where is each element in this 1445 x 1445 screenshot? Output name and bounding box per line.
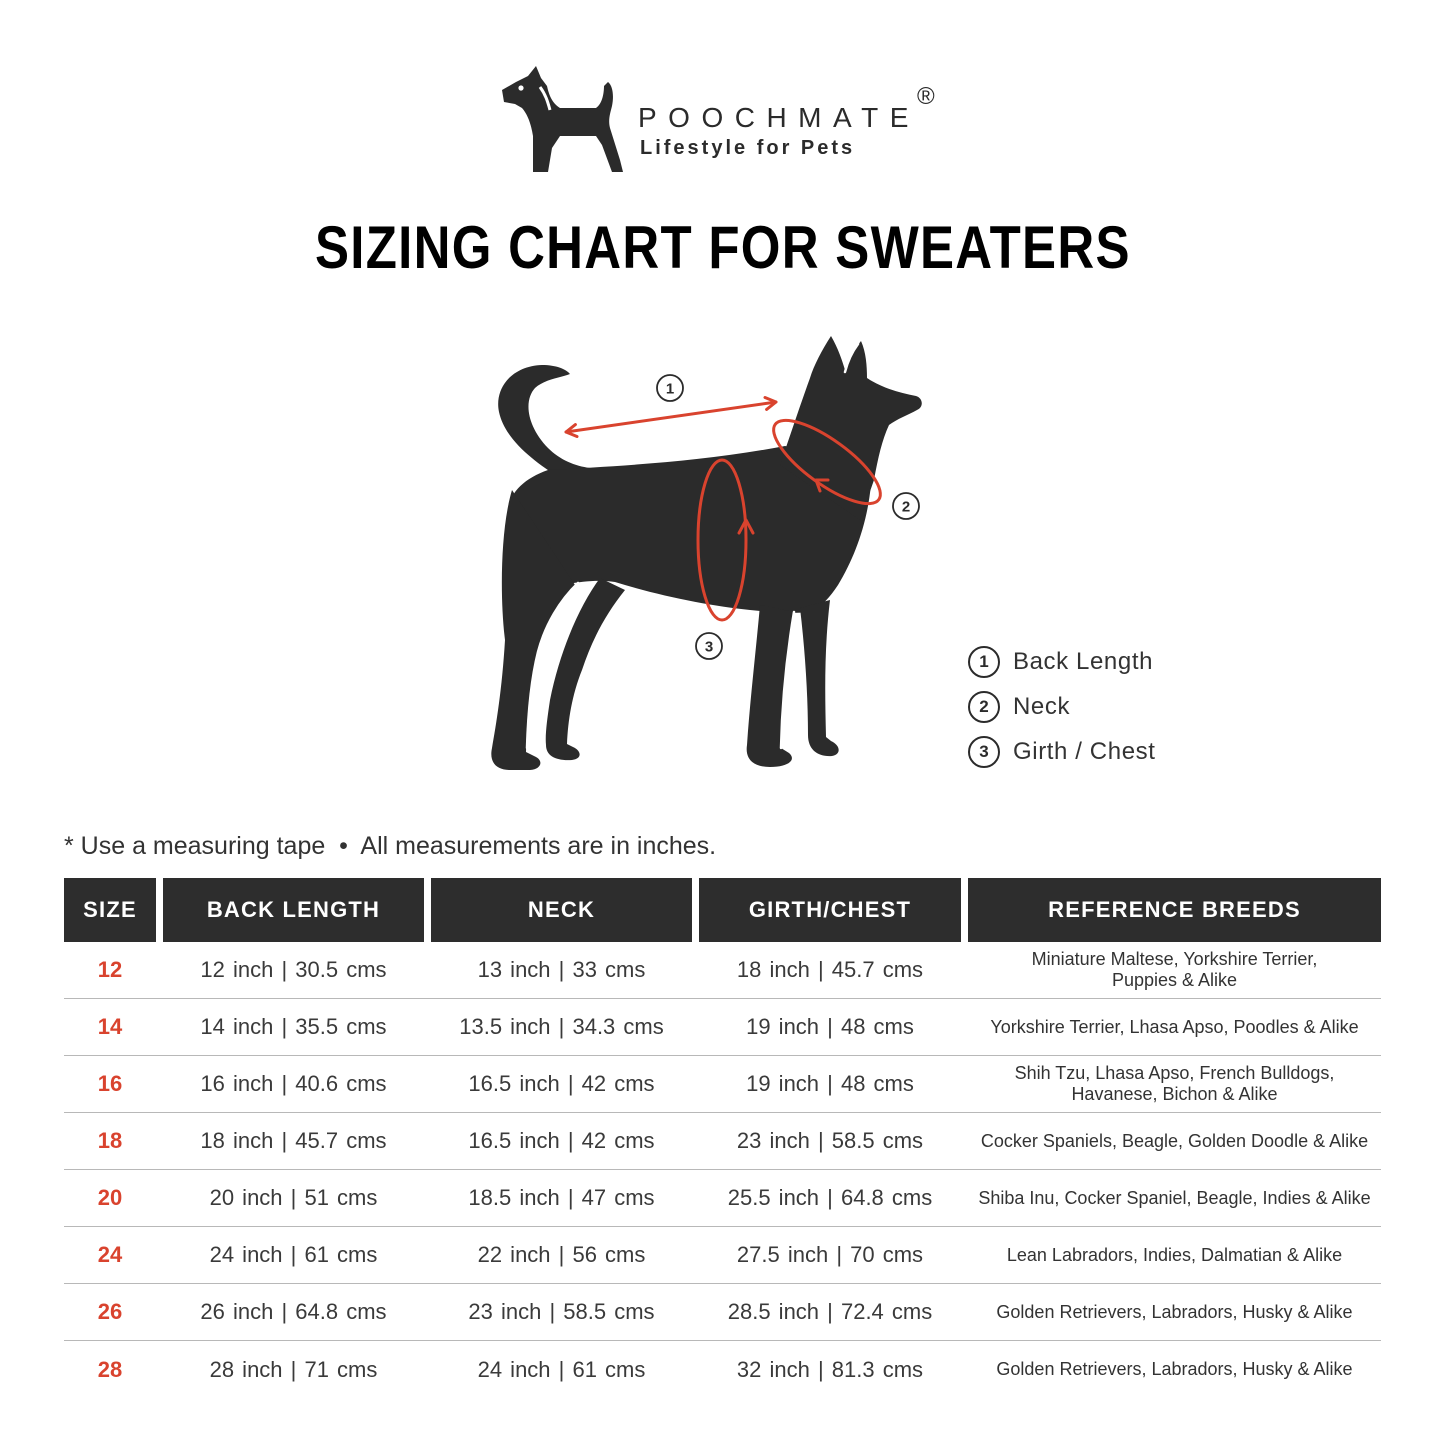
neck-cell: 16.5 inch | 42 cms [468, 1071, 655, 1096]
breed-line: Havanese, Bichon & Alike [1071, 1084, 1278, 1104]
girth-chest-cell: 19 inch | 48 cms [746, 1014, 914, 1039]
girth-chest-cell: 23 inch | 58.5 cms [736, 1128, 924, 1153]
legend-label: Neck [1013, 693, 1071, 720]
title-wrap [0, 214, 1445, 281]
brand-tagline: Lifestyle for Pets [640, 137, 856, 159]
header-back-length: BACK LENGTH [163, 878, 424, 942]
reference-breeds-cell [968, 1227, 1381, 1283]
neck-cell: 13.5 inch | 34.3 cms [459, 1014, 664, 1039]
legend-item-back-length [968, 646, 1153, 678]
girth-chest-cell: 28.5 inch | 72.4 cms [727, 1299, 933, 1324]
neck-cell: 18.5 inch | 47 cms [468, 1185, 655, 1210]
neck-cell: 23 inch | 58.5 cms [468, 1299, 655, 1324]
header-size: SIZE [64, 878, 156, 942]
breed-line: Miniature Maltese, Yorkshire Terrier, [1031, 949, 1318, 969]
breed-line: Golden Retrievers, Labradors, Husky & Alike [996, 1301, 1353, 1322]
marker-1-label: 1 [665, 380, 675, 398]
size-cell: 24 [97, 1242, 123, 1267]
dog-front-leg-far [800, 600, 839, 756]
breed-line: Cocker Spaniels, Beagle, Golden Doodle & Alike [980, 1130, 1369, 1151]
reference-breeds-cell [968, 1341, 1381, 1398]
table-row [64, 1284, 1381, 1341]
size-cell: 26 [97, 1299, 123, 1324]
size-cell: 28 [97, 1356, 123, 1382]
reference-breeds-cell [968, 1284, 1381, 1340]
back-length-cell: 24 inch | 61 cms [209, 1242, 378, 1267]
legend-item-girth-chest [968, 736, 1156, 768]
neck-cell: 22 inch | 56 cms [477, 1242, 646, 1267]
reference-breeds-cell [968, 1170, 1381, 1226]
reference-breeds-cell [968, 999, 1381, 1055]
reference-breeds-cell [968, 942, 1381, 998]
legend-label: Girth / Chest [1013, 738, 1156, 765]
table-row [64, 942, 1381, 999]
legend-number: 2 [968, 691, 1000, 723]
breed-line: Golden Retrievers, Labradors, Husky & Alike [996, 1359, 1353, 1379]
back-length-cell: 14 inch | 35.5 cms [200, 1014, 387, 1039]
table-row [64, 1227, 1381, 1284]
legend-number: 1 [968, 646, 1000, 678]
header-girth-chest: GIRTH/CHEST [699, 878, 961, 942]
size-cell: 20 [97, 1185, 123, 1210]
sizing-table [64, 878, 1381, 1398]
breed-line: Yorkshire Terrier, Lhasa Apso, Poodles & Alike [990, 1016, 1359, 1037]
dog-silhouette-icon [495, 60, 630, 180]
back-length-cell: 12 inch | 30.5 cms [200, 957, 387, 982]
table-row [64, 999, 1381, 1056]
header-neck: NECK [431, 878, 692, 942]
girth-chest-cell: 19 inch | 48 cms [746, 1071, 914, 1096]
breed-line: Puppies & Alike [1111, 970, 1238, 990]
marker-2-label: 2 [901, 498, 911, 516]
size-cell: 12 [97, 957, 123, 982]
brand-name: POOCHMATE [638, 102, 920, 133]
girth-chest-cell: 25.5 inch | 64.8 cms [727, 1185, 933, 1210]
dog-measurement-icon [480, 325, 940, 785]
back-length-cell: 18 inch | 45.7 cms [200, 1128, 387, 1153]
marker-3 [696, 633, 722, 659]
neck-cell: 16.5 inch | 42 cms [468, 1128, 655, 1153]
dog-silhouette [491, 336, 921, 770]
girth-chest-cell: 32 inch | 81.3 cms [736, 1356, 924, 1382]
back-length-cell: 26 inch | 64.8 cms [200, 1299, 387, 1324]
neck-cell: 24 inch | 61 cms [477, 1356, 646, 1382]
breed-line: Lean Labradors, Indies, Dalmatian & Alike [1006, 1244, 1343, 1265]
marker-3-label: 3 [704, 638, 714, 656]
legend-item-neck [968, 691, 1070, 723]
reference-breeds-cell [968, 1056, 1381, 1112]
table-row [64, 1113, 1381, 1170]
back-length-cell: 16 inch | 40.6 cms [200, 1071, 387, 1096]
breed-line: Shih Tzu, Lhasa Apso, French Bulldogs, [1014, 1063, 1335, 1083]
size-cell: 18 [97, 1128, 123, 1153]
reference-breeds-cell [968, 1113, 1381, 1169]
marker-1 [657, 375, 683, 401]
measurement-note: * Use a measuring tape • All measurements are in inches. [64, 832, 717, 860]
dog-front-leg-near [747, 605, 794, 767]
neck-cell: 13 inch | 33 cms [477, 957, 646, 982]
table-body [64, 942, 1381, 1398]
back-length-arrow [566, 398, 776, 437]
girth-chest-cell: 18 inch | 45.7 cms [736, 957, 924, 982]
marker-2 [893, 493, 919, 519]
table-header [64, 878, 1381, 942]
breed-line: Shiba Inu, Cocker Spaniel, Beagle, Indies & Alike [978, 1187, 1371, 1208]
size-cell: 16 [97, 1071, 123, 1096]
table-row [64, 1056, 1381, 1113]
back-length-cell: 28 inch | 71 cms [209, 1356, 378, 1382]
back-length-cell: 20 inch | 51 cms [209, 1185, 378, 1210]
table-row [64, 1341, 1381, 1398]
table-row [64, 1170, 1381, 1227]
registered-mark: ® [917, 83, 935, 110]
legend-label: Back Length [1013, 648, 1154, 675]
legend-number: 3 [968, 736, 1000, 768]
girth-chest-cell: 27.5 inch | 70 cms [736, 1242, 924, 1267]
header-reference-breeds: REFERENCE BREEDS [968, 878, 1381, 942]
dog-tail [498, 365, 590, 478]
page-title: SIZING CHART FOR SWEATERS [314, 214, 1131, 281]
size-cell: 14 [97, 1014, 123, 1039]
